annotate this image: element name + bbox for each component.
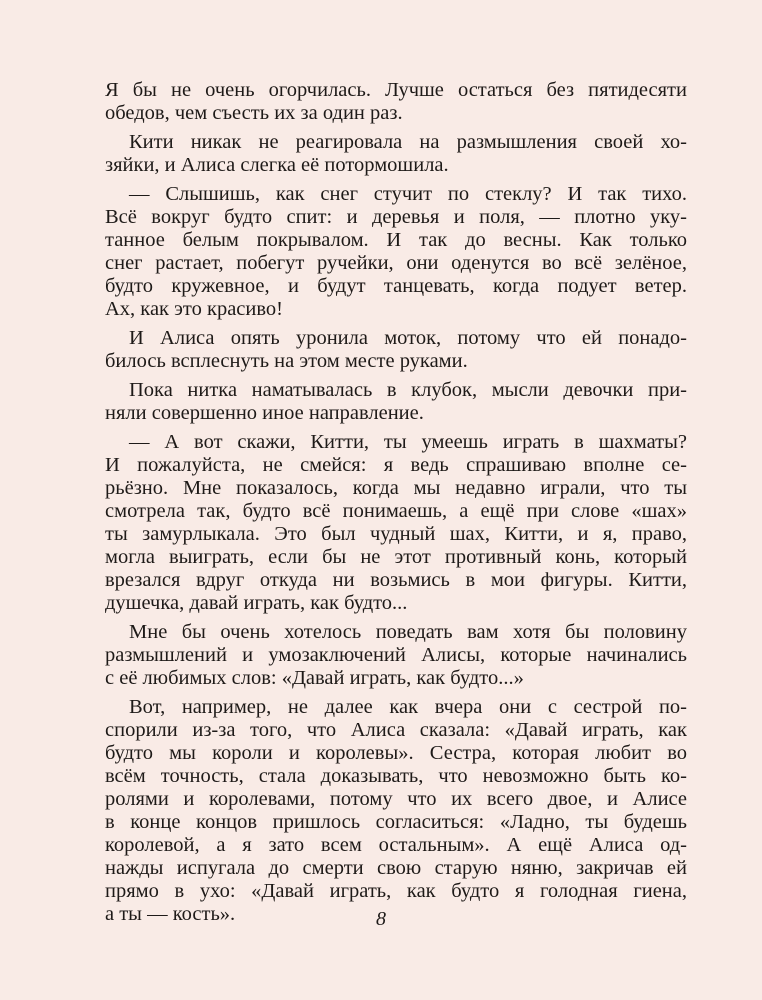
text-line: могла выиграть, если бы не этот противный конь, который [105,546,687,568]
text-line: смотрела так, будто всё понимаешь, а ещё при слове «шах» [105,500,687,522]
text-line: обедов, чем съесть их за один раз. [105,102,403,124]
text-line: Кити никак не реагировала на размышления своей хо- [129,131,687,153]
text-line: размышлений и умозаключений Алисы, которые начинались [105,644,687,666]
text-line: Я бы не очень огорчилась. Лучше остаться без пятидесяти [105,79,687,101]
text-line: в конце концов пришлось согласиться: «Ладно, ты будешь [105,811,687,833]
text-line: рьёзно. Мне показалось, когда мы недавно играли, что ты [105,477,687,499]
text-line: снег растает, побегут ручейки, они оденутся во всё зелёное, [105,252,687,274]
text-line: королевой, а я зато всем остальным». А ещё Алиса од- [105,834,687,856]
text-line: Ах, как это красиво! [105,298,283,320]
text-line: нажды испугала до смерти свою старую няню, закричав ей [105,857,687,879]
text-line: врезался вдруг откуда ни возьмись в мои фигуры. Китти, [105,569,687,591]
text-line: с её любимых слов: «Давай играть, как будто...» [105,667,524,689]
page-number: 8 [376,908,386,930]
text-line: зяйки, и Алиса слегка её потормошила. [105,154,449,176]
text-line: ролями и королевами, потому что их всего двое, и Алисе [105,788,687,810]
text-line: ты замурлыкала. Это был чудный шах, Китти, и я, право, [105,523,687,545]
text-line: Пока нитка наматывалась в клубок, мысли девочки при- [129,379,687,401]
text-line: душечка, давай играть, как будто... [105,592,408,614]
body-text [105,79,687,926]
text-line: Всё вокруг будто спит: и деревья и поля, — плотно уку- [105,206,687,228]
text-line: а ты — кость». [105,903,236,925]
text-line: билось всплеснуть на этом месте руками. [105,350,468,372]
text-line: няли совершенно иное направление. [105,402,424,424]
text-line: И Алиса опять уронила моток, потому что ей понадо- [129,327,687,349]
text-line: Мне бы очень хотелось поведать вам хотя бы половину [129,621,687,643]
text-line: И пожалуйста, не смейся: я ведь спрашиваю вполне се- [105,454,687,476]
text-line: всём точность, стала доказывать, что невозможно быть ко- [105,765,687,787]
text-line: Вот, например, не далее как вчера они с сестрой по- [129,696,687,718]
text-line: — Слышишь, как снег стучит по стеклу? И так тихо. [129,183,687,205]
text-line: будто мы короли и королевы». Сестра, которая любит во [105,742,687,764]
text-line: прямо в ухо: «Давай играть, как будто я голодная гиена, [105,880,687,902]
text-line: — А вот скажи, Китти, ты умеешь играть в шахматы? [129,431,687,453]
text-line: будто кружевное, и будут танцевать, когда подует ветер. [105,275,687,297]
text-line: танное белым покрывалом. И так до весны. Как только [105,229,687,251]
text-line: спорили из-за того, что Алиса сказала: «Давай играть, как [105,719,687,741]
